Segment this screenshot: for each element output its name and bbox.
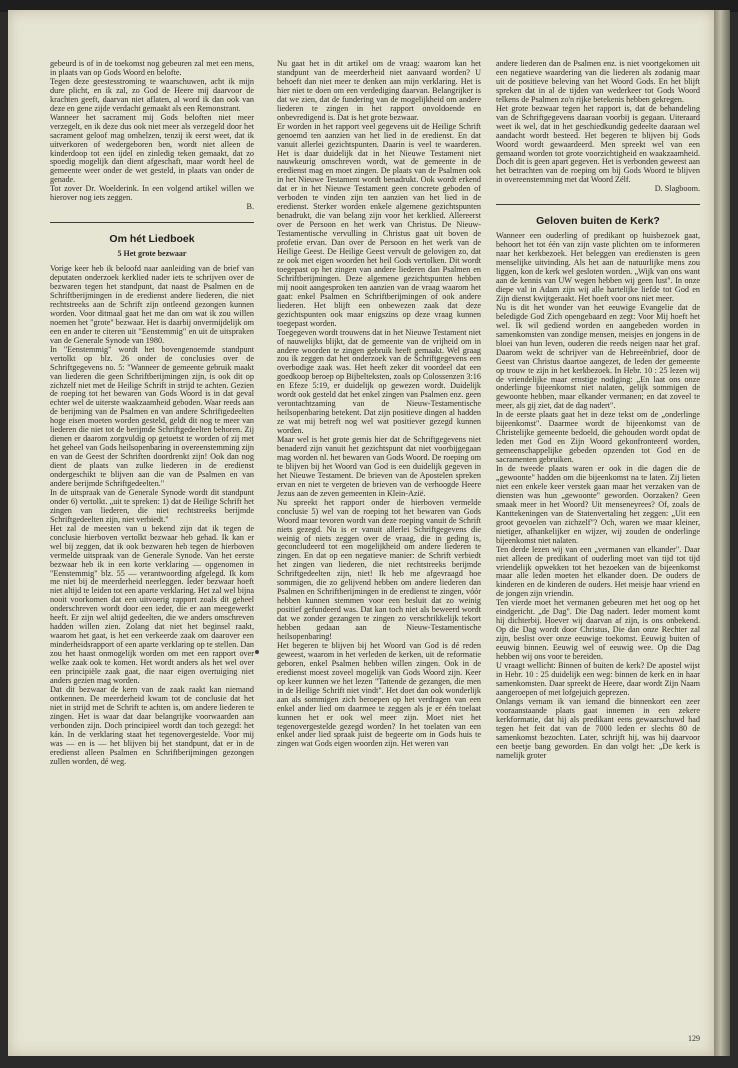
- column-left: [50, 60, 254, 1040]
- body-paragraph: U vraagt wellicht: Binnen of buiten de kerk? De apostel wijst in Hebr. 10 : 25 duidelijk een weg: binnen de kerk en in haar samenkomsten. Daar spreekt de Heere, daar wordt Zijn Naam aangeroepen of met lofgejuich geprezen.: [496, 661, 700, 697]
- body-paragraph: In de eerste plaats gaat het in deze tekst om de „onderlinge bijeenkomst". Daarmee wordt de bijeenkomst van de Christelijke gemeente bedoeld, die gehouden wordt opdat de leden met God en Zijn Woord gekonfronteerd worden, gemeenschappelijke gebeden opzenden tot God en de sacramenten gebruiken.: [496, 410, 700, 465]
- body-paragraph: Vorige keer heb ik beloofd naar aanleiding van de brief van deputaten onderzoek kerklied nader iets te schrijven over de bezwaren tegen het standpunt, dat naast de Psalmen en de Schriftberijmingen in de eredienst andere liederen, die niet rechtstreeks aan de Schrift zijn ontleend gezongen kunnen worden. Voor ditmaal gaat het me dan om wat ik zou willen noemen het "grote" bezwaar. Het is daarbij onvermijdelijk om een en ander te citeren uit "Eenstemmig" en uit de uitspraken van de Generale Synode van 1980.: [50, 264, 254, 345]
- margin-dot: [255, 650, 259, 654]
- body-paragraph: Er worden in het rapport veel gegevens uit de Heilige Schrift genoemd ten aanzien van het lied in de eredienst. En dat vanuit allerlei gezichtspunten. Daarin is veel te waarderen. Het is daar duidelijk dat in het Nieuwe Testament niet nauwkeurig omschreven wordt, wat de gemeente in de eredienst mag en moet zingen. De plaats van de Psalmen ook in het Nieuwe Testament wordt benadrukt. Ook wordt erkend dat er in het Nieuwe Testament geen concrete geboden of verboden te vinden zijn ten aanzien van het lied in de eredienst. Sterker worden enkele algemene gezichtspunten benadrukt, die van belang zijn voor het kerklied. Allereerst over de Persoon en het werk van Christus. De Nieuw-Testamentische vervulling in Christus gaat uit boven de profetie ervan. Dan over de Persoon en het werk van de Heilige Geest. De Heilige Geest vervult de gelovigen zo, dat ze ook met eigen woorden het heil Gods vertolken. Dit wordt toegepast op het zingen van andere liederen dan Psalmen en Schriftberijmingen. Deze algemene gezichtspunten hebben mij nooit aangesproken ten aanzien van de vraag waarom het gaat: enkel Psalmen en Schriftberijmingen of ook andere liederen. Het blijft een onbewezen zaak dat deze gezichtspunten ook maar enigszins op deze vraag kunnen toegepast worden.: [277, 121, 481, 328]
- body-paragraph: Het begeren te blijven bij het Woord van God is dé reden geweest, waarom in het verleden de kerken, uit de reformatie geboren, enkel Psalmen hebben willen zingen. Ook in de eredienst moest zoveel mogelijk van Gods Woord zijn. Keer op keer kunnen we het lezen "Tattende de gezangen, die men in de Heilige Schrift niet vindt". Het doet dan ook wonderlijk aan als sommigen zich beroepen op het verdragen van een enkel ander lied om daarmee te zeggen als je er één toelaat kunnen het er ook wel meer zijn. Moet niet het tegenovergestelde gezegd worden? In het toelaten van een enkel ander lied spraak juist de begeerte om in Gods huis te zingen wat Gods eigen woorden zijn. Het weren van: [277, 640, 481, 749]
- body-paragraph: In "Eenstemmig" wordt het bovengenoemde standpunt vertolkt op blz. 26 onder de conclusies over de Schriftgegevens no. 5: "Wanneer de gemeente gebruik maakt van liederen die geen Schriftberijmingen zijn, is ook dit op zichzelf niet met de Heilige Schrift in strijd te achten. Gezien de roeping tot het bewaren van Gods Woord is in dat geval echter wel de uiterste waakzaamheid geboden. Waar reeds aan de berijming van de Psalmen en van andere Schriftgedeelten hoge eisen moeten worden gesteld, geldt dit nog te meer van liederen die niet tot de berijmde Schriftgedeelten behoren. Zij dienen er daarom zorgvuldig op getoetst te worden of zij met het geheel van Gods heilsopenbaring in overeenstemming zijn en van de Geest der Schriften doordrenkt zijn! Ook dan nog dient de plaats van zulke liederen in de eredienst ondergeschikt te blijven aan die van de Psalmen en van andere berijmde Schriftgedeelten.": [50, 344, 254, 488]
- body-paragraph: Onlangs vernam ik van iemand die binnenkort een zeer vooraanstaande plaats gaat innemen in een zekere kerkformatie, dat hij als predikant eens gewaarschuwd had tegen het feit dat van de 7000 leden er slechts 80 de samenkomst bezochten. Later, schrijft hij, was hij daarvoor een beetje bang geworden. En dan volgt het: „De kerk is namelijk groter: [496, 696, 700, 760]
- page-number: 129: [688, 1034, 700, 1043]
- body-paragraph: Het grote bezwaar tegen het rapport is, dat de behandeling van de Schriftgegevens daaraan voorbij is gegaan. Uiteraard weet ik wel, dat in het geschiedkundig gedeelte daaraan wel aandacht wordt besteed. Het begeren te blijven bij Gods Woord wordt gewaardeerd. Men spreekt wel van een gemaand worden tot grote voorzichtigheid en waakzaamheid. Doch dit is geen apart gegeven. Het is verbonden geweest aan het betrachten van de roeping om bij Gods Woord te blijven in overeenstemming met dat Woord Zélf.: [496, 103, 700, 185]
- body-paragraph: Nu is dit het wonder van het eeuwige Evangelie dat de beledigde God Zich opengebaard en zegt: Voor Mij hoeft het wel. Ik wil gediend worden en aangebeden worden in samenkomsten van zondige mensen, meisjes en jongens in de bloei van hun leven, ouderen die reeds neigen naar het graf. Daarom wekt de schrijver van de Hebreeënbrief, door de Geest van Christus daartoe aangezet, de leden der gemeente op trouw te zijn in het kerkbezoek. In Hebr. 10 : 25 lezen wij de vriendelijke maar ernstige nodiging: „En laat ons onze onderlinge bijeenkomst niet nalaten, gelijk sommigen de gewoonte hebben, maar elkander vermanen; en dat zoveel te meer, als gij ziet, dat de dag nadert".: [496, 302, 700, 411]
- author-signature: D. Slagboom.: [654, 184, 700, 194]
- column-right: [496, 60, 700, 1040]
- body-paragraph: Dat dit bezwaar de kern van de zaak raakt kan niemand ontkennen. De meerderheid kwam tot de conclusie dat het niet in strijd met de Schrift te achten is, om andere liederen te zingen. Het is waar dat daar belangrijke voorwaarden aan verbonden zijn. Doch principieel wordt dan toch gezegd: het kán. In de verklaring staat het tegenovergestelde. Voor mij was — en is — het blijven bij het standpunt, dat er in de eredienst alleen Psalmen en Schriftberijmingen gezongen zullen worden, dé weg.: [50, 684, 254, 766]
- column-middle: [277, 60, 481, 1040]
- intro-paragraph: Tot zover Dr. Woelderink. In een volgend artikel willen we hierover nog iets zeggen.: [50, 184, 254, 203]
- body-paragraph: Wanneer een ouderling of predikant op huisbezoek gaat, behoort het tot één van zijn vaste plichten om te informeren naar het kerkbezoek. Het beleggen van erediensten is geen menselijke uitvinding. Als het aan de natuurlijke mens zou liggen, kon de kerk wel gesloten worden. „Wijk van ons want aan de kennis van UW wegen hebben wij geen lust". In onze diepe val in Adam zijn wij alle hartelijke liefde tot God en Zijn dienst kwijtgeraakt. Het hoeft voor ons niet meer.: [496, 231, 700, 303]
- intro-paragraph: gebeurd is of in de toekomst nog gebeuren zal met een mens, in plaats van op Gods Woord en belofte.: [50, 60, 254, 77]
- section-subtitle: 5 Het grote bezwaar: [117, 249, 187, 259]
- body-paragraph: Ten derde lezen wij van een „vermanen van elkander". Daar niet alleen de predikant of ouderling moet van tijd tot tijd vriendelijk opwekken tot het bezoeken van de bijeenkomst maar alle leden moeten het elkander doen. De ouders de kinderen en de kinderen de ouders. Het meisje haar vriend en de jongen zijn vriendin.: [496, 544, 700, 599]
- body-paragraph: Maar wel is het grote gemis hier dat de Schriftgegevens niet benaderd zijn vanuit het gezichtspunt dat niet voorbijgegaan mag worden nl. het bewaren van Gods Woord. De roeping om te blijven bij het Woord van God is een duidelijk gegeven in het Nieuwe Testament. De brieven van de Apostelen spreken ervan en niet te vergeten de brieven van de verhoogde Heere Jezus aan de zeven gemeenten in Klein-Azië.: [277, 435, 481, 498]
- body-paragraph: Nu gaat het in dit artikel om de vraag: waarom kan het standpunt van de meerderheid niet aanvaard worden? U behoeft dan niet meer te denken aan mijn verklaring. Het is hier niet te doen om een verdediging daarvan. Belangrijker is dat we zien, dat de fundering van de mogelijkheid om andere liederen te zingen in het rapport onvoldoende en onbevredigend is. Dat is het grote bezwaar.: [277, 60, 481, 122]
- body-paragraph: In de tweede plaats waren er ook in die dagen die de „gewoonte" hadden om die bijeenkomst na te laten. Zij lieten niet een enkele keer verstek gaan maar het verzaken van de diensten was hun „gewoonte" geworden. Oorzaken? Geen smaak meer in het Woord? Uit menseneyrees? Of, zoals de Kanttekeningen van de Statenvertaling het zeggen: „Uit een groot gevoelen van zichzelf"? Och, waren we maar kleiner, nietiger, afhankelijker en wijzer, wij zouden de onderlinge bijeenkomst niet nalaten.: [496, 464, 700, 545]
- body-paragraph: In de uitspraak van de Generale Synode wordt dit standpunt onder 6) vertolkt. „uit te spreken: 1) dat de Heilige Schrift het zingen van liederen, die niet rechtstreeks berijmde Schriftgedeelten zijn, niet verbiedt.": [50, 487, 254, 524]
- body-paragraph: Ten vierde moet het vermanen gebeuren met het oog op het eindgericht. „de Dag". Die Dag nadert. Ieder moment komt hij dichterbij. Hoever wij daarvan af zijn, is ons onbekend. Op die Dag wordt door Christus, Die dan onze Rechter zal zijn, beslist over onze eeuwige toekomst. Eeuwig buiten of eeuwig binnen. Eeuwig wel of eeuwig wee. Op die Dag hebben wij ons voor te bereiden.: [496, 598, 700, 662]
- page-binding-edge: [714, 10, 730, 1056]
- body-paragraph: Toegegeven wordt trouwens dat in het Nieuwe Testament niet of nauwelijks blijkt, dat de gemeente van de vrijheid om in andere woorden te zingen gebruik heeft gemaakt. Wel graag zou ik zeggen dat het onderzoek van de Schriftgegevens een overbodige zaak was. Het heeft zeker dit voordeel dat een goedkoop beroep op Bijbelteksten, zoals op Colossenzen 3:16 en Efeze 5:19, er duidelijk op gewezen wordt. Duidelijk wordt ook gesteld dat het enkel zingen van Psalmen enz. geen verontachtzaming van de Nieuw-Testamentische heilsopenbaring betekent. Dat zijn positieve dingen al hadden ze wat mij betreft nog wel wat positiever gezegd kunnen worden.: [277, 327, 481, 436]
- intro-paragraph: Wanneer het sacrament mij Gods beloften niet meer verzegelt, en ik deze dus ook niet meer als verzegeld door het sacrament geloof mag omhelzen, tenzij ik eerst weet, dat ik uitverkoren of wedergeboren ben, wordt niet alleen de kinderdoop tot een ijdel en zinledig teken gemaakt, dat zo spoedig mogelijk dan dient afgeschaft, maar wordt heel de gemeente weer onder de wet gesteld, in plaats van onder de genade.: [50, 112, 254, 185]
- section-title: Geloven buiten de Kerk?: [536, 215, 660, 228]
- body-paragraph: andere liederen dan de Psalmen enz. is niet voortgekomen uit een negatieve waardering van die liederen als zodanig maar uit de positieve beleving van het Woord Gods. En het blijft spreken dat in al de tijden van wederkeer tot Gods Woord telkens de Psalmen zo'n rijke betekenis hebben gekregen.: [496, 60, 700, 104]
- author-signature: B.: [246, 202, 254, 212]
- body-paragraph: Nu spreekt het rapport onder de hierboven vermelde conclusie 5) wel van de roeping tot het bewaren van Gods Woord maar tevoren wordt van deze roeping vanuit de Schrift niets gezegd. Nu is er vanuit allerlei Schriftgegevens die weinig of niets zeggen over de vraag, die in geding is, geconcludeerd tot een mogelijkheid om andere liederen te zingen. En dat op een negatieve manier: de Schrift verbiedt het zingen van liederen, die niet rechtstreeks berijmde Schriftgedeelten zijn, niet! Ik heb me afgevraagd hoe sommigen, die zo gelijvend hebben om andere liederen dan Psalmen en Schriftberijmingen in de eredienst te zingen, vóór hebben kunnen stemmen voor een besluit dat zo weinig positief gefundeerd was. Dat kan toch niet als beweerd wordt dat we zonder gezangen te zingen zo verschrikkelijk tekort hebben gedaan aan de Nieuw-Testamentische heilsopenbaring!: [277, 497, 481, 641]
- body-paragraph: Het zal de meesten van u bekend zijn dat ik tegen de conclusie hierboven vertolkt bezwaar heb gehad. Ik kan er wel bij zeggen, dat ik ook bezwaren heb tegen de hierboven vermelde uitspraak van de Generale Synode. Van het eerste bezwaar heb ik in een korte verklaring — opgenomen in "Eenstemmig" blz. 55 — verantwoording afgelegd. Ik kom me niet bij de meerderheid neerleggen. Ieder bezwaar hoeft niet altijd te leiden tot een aparte verklaring. Het zal wel bijna nooit voorkomen dat een uitvoerig rapport zoals dit geheel onderschreven wordt door een ieder, die er aan meegewerkt heeft. Er zijn wel altijd gedeelten, die we anders omschreven hadden willen zien. Zolang dat niet het beginsel raakt, waarom het gaat, is het een verkeerde zaak om daarover een minderheidsrapport of een aparte verklaring op te stellen. Dan zou het haast onmogelijk worden om met een rapport over welke zaak ook te komen. Het wordt anders als het wel over een principiële zaak gaat, die naar eigen overtuiging niet anders gezien mag worden.: [50, 523, 254, 685]
- intro-paragraph: Tegen deze geestesstroming te waarschuwen, acht ik mijn dure plicht, en ik zal, zo God de Heere mij daarvoor de krachten geeft, daarvan niet aflaten, al word ik dan ook van deze en gene zijde verdacht gemaakt als een Remonstrant.: [50, 76, 254, 113]
- section-divider: [496, 204, 700, 205]
- section-title: Om hét Liedboek: [109, 233, 195, 246]
- section-divider: [50, 222, 254, 223]
